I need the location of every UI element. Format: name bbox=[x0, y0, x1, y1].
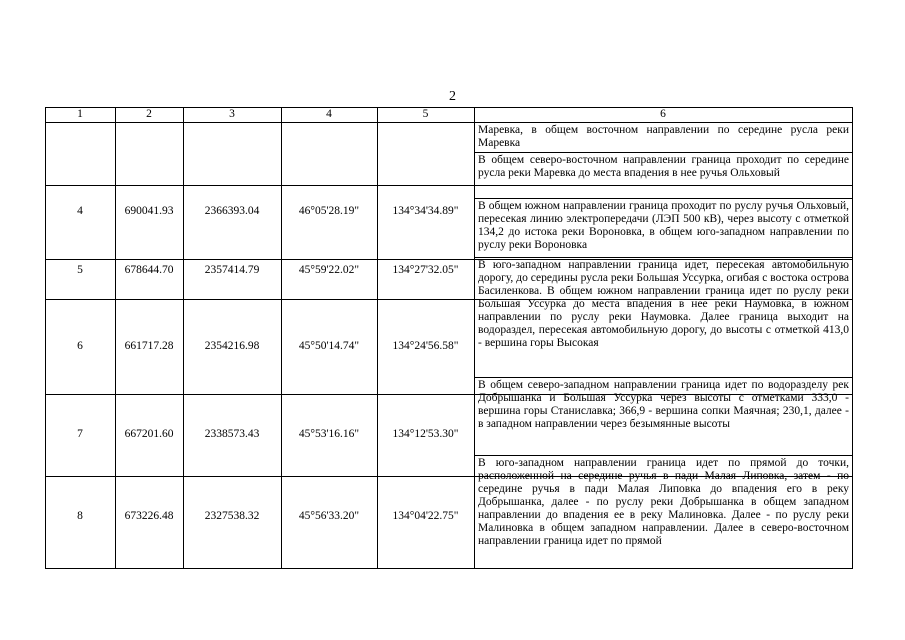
column-divider bbox=[377, 107, 378, 568]
description-divider bbox=[474, 198, 853, 199]
coordinate-y: 2354216.98 bbox=[204, 340, 260, 352]
coordinate-y: 2357414.79 bbox=[204, 264, 260, 276]
page-number: 2 bbox=[449, 89, 456, 104]
coordinate-x: 673226.48 bbox=[124, 510, 174, 522]
column-divider bbox=[183, 107, 184, 568]
description-divider bbox=[474, 152, 853, 153]
boundary-description: Маревка, в общем восточном направлении по середине русла реки Маревка bbox=[478, 124, 849, 149]
longitude: 134°27'32.05" bbox=[392, 264, 459, 276]
header-col-3: 3 bbox=[229, 108, 235, 120]
header-divider bbox=[45, 122, 853, 123]
coordinate-y: 2366393.04 bbox=[204, 205, 260, 217]
boundary-description: В общем северо-восточном направлении граница проходит по середине русла реки Маревка до места впадения в нее ручья Ольховый bbox=[478, 154, 849, 179]
latitude: 46°05'28.19" bbox=[298, 205, 360, 217]
header-col-1: 1 bbox=[77, 108, 83, 120]
row-divider bbox=[45, 185, 853, 186]
coordinate-x: 661717.28 bbox=[124, 340, 174, 352]
point-number: 5 bbox=[77, 264, 83, 276]
header-col-5: 5 bbox=[422, 108, 429, 120]
coordinate-y: 2327538.32 bbox=[204, 510, 260, 522]
point-number: 4 bbox=[77, 205, 83, 217]
latitude: 45°53'16.16" bbox=[298, 428, 360, 440]
column-divider bbox=[281, 107, 282, 568]
latitude: 45°50'14.74" bbox=[298, 340, 360, 352]
boundary-description: В юго-западном направлении граница идет по прямой до точки, расположенной на середине ручья в пади Малая Липовка, затем - по середине ручья в пади Малая Липовка до впадения его в реку Добрышанка, далее - по руслу реки Добрышанка в общем западном направлении до впадения ее в реку Малиновка. Далее - по руслу реки Малиновка в общем западном направлении. Далее в северо-восточном направлении граница идет по прямой bbox=[478, 457, 849, 547]
longitude: 134°12'53.30" bbox=[392, 428, 459, 440]
description-divider bbox=[474, 377, 853, 378]
longitude: 134°24'56.58" bbox=[392, 340, 459, 352]
header-col-6: 6 bbox=[660, 108, 666, 120]
coordinate-x: 690041.93 bbox=[124, 205, 174, 217]
point-number: 8 bbox=[77, 510, 83, 522]
coordinate-y: 2338573.43 bbox=[204, 428, 260, 440]
longitude: 134°34'34.89" bbox=[392, 205, 459, 217]
coordinate-x: 667201.60 bbox=[124, 428, 174, 440]
boundary-description: В юго-западном направлении граница идет, пересекая автомобильную дорогу, до середины русла реки Большая Уссурка, огибая с востока острова Басиленкова. В общем южном направлении граница идет по руслу реки Большая Уссурка до места впадения в нее реки Наумовка, в южном направлении по руслу реки Наумовка. Далее граница выходит на водораздел, пересекая автомобильную дорогу, до высоты с отметкой 413,0 - вершина горы Высокая bbox=[478, 259, 849, 349]
description-divider bbox=[474, 455, 853, 456]
header-col-2: 2 bbox=[146, 108, 152, 120]
coordinate-x: 678644.70 bbox=[124, 264, 174, 276]
point-number: 7 bbox=[77, 428, 83, 440]
boundary-description: В общем южном направлении граница проходит по руслу ручья Ольховый, пересекая линию электропередачи (ЛЭП 500 кВ), через высоту с отметкой 134,2 до истока реки Вороновка, в общем юго-западном направлении по руслу реки Вороновка bbox=[478, 200, 849, 251]
latitude: 45°59'22.02" bbox=[298, 264, 360, 276]
table-border-bottom bbox=[45, 568, 853, 569]
column-divider bbox=[115, 107, 116, 568]
header-col-4: 4 bbox=[326, 108, 332, 120]
boundary-description: В общем северо-западном направлении граница идет по водоразделу рек Добрышанка и Большая Уссурка через высоты с отметками 333,0 - вершина горы Станиславка; 366,9 - вершина сопки Маячная; 230,1, далее - в западном направлении через безымянные высоты bbox=[478, 379, 849, 430]
table-border-left bbox=[45, 107, 46, 568]
longitude: 134°04'22.75" bbox=[392, 510, 459, 522]
latitude: 45°56'33.20" bbox=[298, 510, 360, 522]
description-divider bbox=[474, 257, 853, 258]
point-number: 6 bbox=[77, 340, 83, 352]
